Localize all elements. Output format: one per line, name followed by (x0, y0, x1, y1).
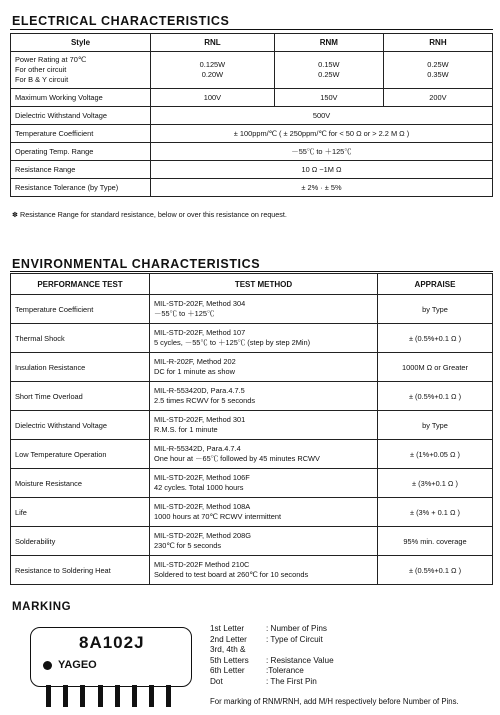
appraise-cell: ± (0.5%+0.1 Ω ) (378, 324, 493, 353)
dielectric-row (11, 107, 493, 125)
power-rating-label (11, 52, 151, 89)
environmental-row (11, 295, 493, 324)
temp-coeff-label: Temperature Coefficient (11, 125, 151, 143)
chip-pin (132, 685, 137, 707)
tolerance-label: Resistance Tolerance (by Type) (11, 179, 151, 197)
power-rnm-other: 0.15W (318, 60, 340, 69)
tolerance-value: ± 2% · ± 5% (151, 179, 493, 197)
environmental-row (11, 440, 493, 469)
test-method-line: 42 cycles. Total 1000 hours (154, 483, 244, 492)
power-rnm-by: 0.25W (318, 70, 340, 79)
legend-value: : Resistance Value (266, 655, 334, 665)
test-method-line: Soldered to test board at 260℃ for 10 seconds (154, 570, 309, 579)
test-method-cell (150, 382, 378, 411)
environmental-row (11, 353, 493, 382)
electrical-title: ELECTRICAL CHARACTERISTICS (12, 14, 230, 28)
chip-pin (115, 685, 120, 707)
test-method-line: MIL-STD-202F, Method 107 (154, 328, 246, 337)
legend-value: : The First Pin (266, 676, 317, 686)
power-label-line-3: For B & Y circuit (15, 75, 69, 84)
op-temp-label: Operating Temp. Range (11, 143, 151, 161)
test-method-line: MIL-R-55342D, Para.4.7.4 (154, 444, 241, 453)
legend-key: Dot (210, 676, 223, 686)
test-method-line: 230℃ for 5 seconds (154, 541, 222, 550)
resistance-note: ✽ Resistance Range for standard resistance, below or over this resistance on request. (12, 210, 287, 219)
test-method-line: One hour at －65℃ followed by 45 minutes RCWV (154, 454, 320, 463)
header-rnl: RNL (151, 34, 275, 52)
test-method-cell (150, 527, 378, 556)
temp-coeff-value: ± 100ppm/℃ ( ± 250ppm/℃ for < 50 Ω or > 2.2 M Ω ) (151, 125, 493, 143)
chip-pin (63, 685, 68, 707)
legend-value: : Number of Pins (266, 624, 327, 633)
appraise-cell: ± (3% + 0.1 Ω ) (378, 498, 493, 527)
test-method-line: MIL-STD-202F, Method 106F (154, 473, 250, 482)
test-method-cell (150, 556, 378, 585)
electrical-header-row (11, 34, 493, 52)
appraise-cell: ± (3%+0.1 Ω ) (378, 469, 493, 498)
legend-key: 6th Letter (210, 666, 245, 676)
resistance-range-row (11, 161, 493, 179)
environmental-title: ENVIRONMENTAL CHARACTERISTICS (12, 257, 261, 271)
test-method-cell (150, 295, 378, 324)
environmental-row (11, 324, 493, 353)
legend-value: :Tolerance (266, 666, 304, 676)
performance-test-cell: Insulation Resistance (11, 353, 150, 382)
chip-pin (80, 685, 85, 707)
marking-title: MARKING (12, 601, 72, 613)
header-style: Style (11, 34, 151, 52)
environmental-title-rule (10, 271, 493, 272)
test-method-line: 2.5 times RCWV for 5 seconds (154, 396, 256, 405)
temp-coeff-row (11, 125, 493, 143)
test-method-line: R.M.S. for 1 minute (154, 425, 218, 434)
environmental-header-row (11, 274, 493, 295)
legend-value: : Type of Circuit (266, 634, 323, 644)
appraise-cell: 1000M Ω or Greater (378, 353, 493, 382)
power-rnm (274, 52, 383, 89)
test-method-cell (150, 411, 378, 440)
environmental-row (11, 411, 493, 440)
header-performance-test: PERFORMANCE TEST (11, 274, 150, 295)
power-label-line-2: For other circuit (15, 65, 67, 74)
power-rnl (151, 52, 275, 89)
test-method-line: MIL-STD-202F Method 210C (154, 560, 250, 569)
chip-diagram (30, 627, 192, 687)
test-method-line: MIL-STD-202F, Method 301 (154, 415, 246, 424)
performance-test-cell: Low Temperature Operation (11, 440, 150, 469)
test-method-cell (150, 353, 378, 382)
environmental-row (11, 527, 493, 556)
tolerance-row (11, 179, 493, 197)
test-method-line: MIL-STD-202F, Method 208G (154, 531, 251, 540)
dielectric-value: 500V (151, 107, 493, 125)
test-method-cell (150, 324, 378, 353)
environmental-row (11, 469, 493, 498)
op-temp-value: －55℃ to ＋125℃ (151, 143, 493, 161)
performance-test-cell: Resistance to Soldering Heat (11, 556, 150, 585)
test-method-line: 1000 hours at 70℃ RCWV intermittent (154, 512, 282, 521)
performance-test-cell: Temperature Coefficient (11, 295, 150, 324)
appraise-cell: by Type (378, 295, 493, 324)
environmental-row (11, 556, 493, 585)
max-voltage-rnm: 150V (274, 89, 383, 107)
environmental-rows (11, 295, 493, 585)
test-method-cell (150, 440, 378, 469)
op-temp-row (11, 143, 493, 161)
performance-test-cell: Dielectric Withstand Voltage (11, 411, 150, 440)
legend-key: 5th Letters (210, 655, 249, 665)
power-rnh-other: 0.25W (427, 60, 449, 69)
first-pin-dot-icon (43, 661, 52, 670)
environmental-row (11, 382, 493, 411)
max-voltage-row (11, 89, 493, 107)
chip-pin (98, 685, 103, 707)
max-voltage-rnh: 200V (383, 89, 492, 107)
test-method-line: MIL-R-202F, Method 202 (154, 357, 236, 366)
max-voltage-rnl: 100V (151, 89, 275, 107)
test-method-line: －55℃ to ＋125℃ (154, 309, 215, 318)
chip-code: 8A102J (79, 633, 145, 652)
resistance-range-value: 10 Ω ~1M Ω (151, 161, 493, 179)
header-appraise: APPRAISE (378, 274, 493, 295)
chip-pin (166, 685, 171, 707)
power-rnl-other: 0.125W (199, 60, 226, 69)
test-method-line: MIL-R-553420D, Para.4.7.5 (154, 386, 245, 395)
appraise-cell: ± (0.5%+0.1 Ω ) (378, 382, 493, 411)
header-test-method: TEST METHOD (150, 274, 378, 295)
test-method-cell (150, 469, 378, 498)
appraise-cell: by Type (378, 411, 493, 440)
marking-note: For marking of RNM/RNH, add M/H respectively before Number of Pins. (210, 697, 459, 706)
resistance-range-label: Resistance Range (11, 161, 151, 179)
power-rnh-by: 0.35W (427, 70, 449, 79)
performance-test-cell: Solderability (11, 527, 150, 556)
test-method-line: 5 cycles, －55℃ to ＋125℃ (step by step 2Min) (154, 338, 311, 347)
appraise-cell: 95% min. coverage (378, 527, 493, 556)
test-method-cell (150, 498, 378, 527)
environmental-table (10, 273, 493, 585)
test-method-line: MIL-STD-202F, Method 108A (154, 502, 251, 511)
appraise-cell: ± (0.5%+0.1 Ω ) (378, 556, 493, 585)
chip-pin (46, 685, 51, 707)
electrical-title-rule (10, 29, 493, 30)
performance-test-cell: Moisture Resistance (11, 469, 150, 498)
performance-test-cell: Thermal Shock (11, 324, 150, 353)
legend-key: 3rd, 4th & (210, 645, 246, 655)
legend-key: 2nd Letter (210, 634, 247, 644)
appraise-cell: ± (1%+0.05 Ω ) (378, 440, 493, 469)
power-rnl-by: 0.20W (201, 70, 224, 79)
chip-pin (149, 685, 154, 707)
electrical-table (10, 33, 493, 197)
performance-test-cell: Short Time Overload (11, 382, 150, 411)
power-rating-row (11, 52, 493, 89)
chip-brand: YAGEO (58, 659, 97, 671)
dielectric-label: Dielectric Withstand Voltage (11, 107, 151, 125)
test-method-line: DC for 1 minute as show (154, 367, 235, 376)
test-method-line: MIL-STD-202F, Method 304 (154, 299, 246, 308)
header-rnm: RNM (274, 34, 383, 52)
environmental-row (11, 498, 493, 527)
legend-key: 1st Letter (210, 624, 245, 633)
power-rnh (383, 52, 492, 89)
power-label-line-1: Power Rating at 70℃ (15, 55, 87, 64)
max-voltage-label: Maximum Working Voltage (11, 89, 151, 107)
header-rnh: RNH (383, 34, 492, 52)
performance-test-cell: Life (11, 498, 150, 527)
